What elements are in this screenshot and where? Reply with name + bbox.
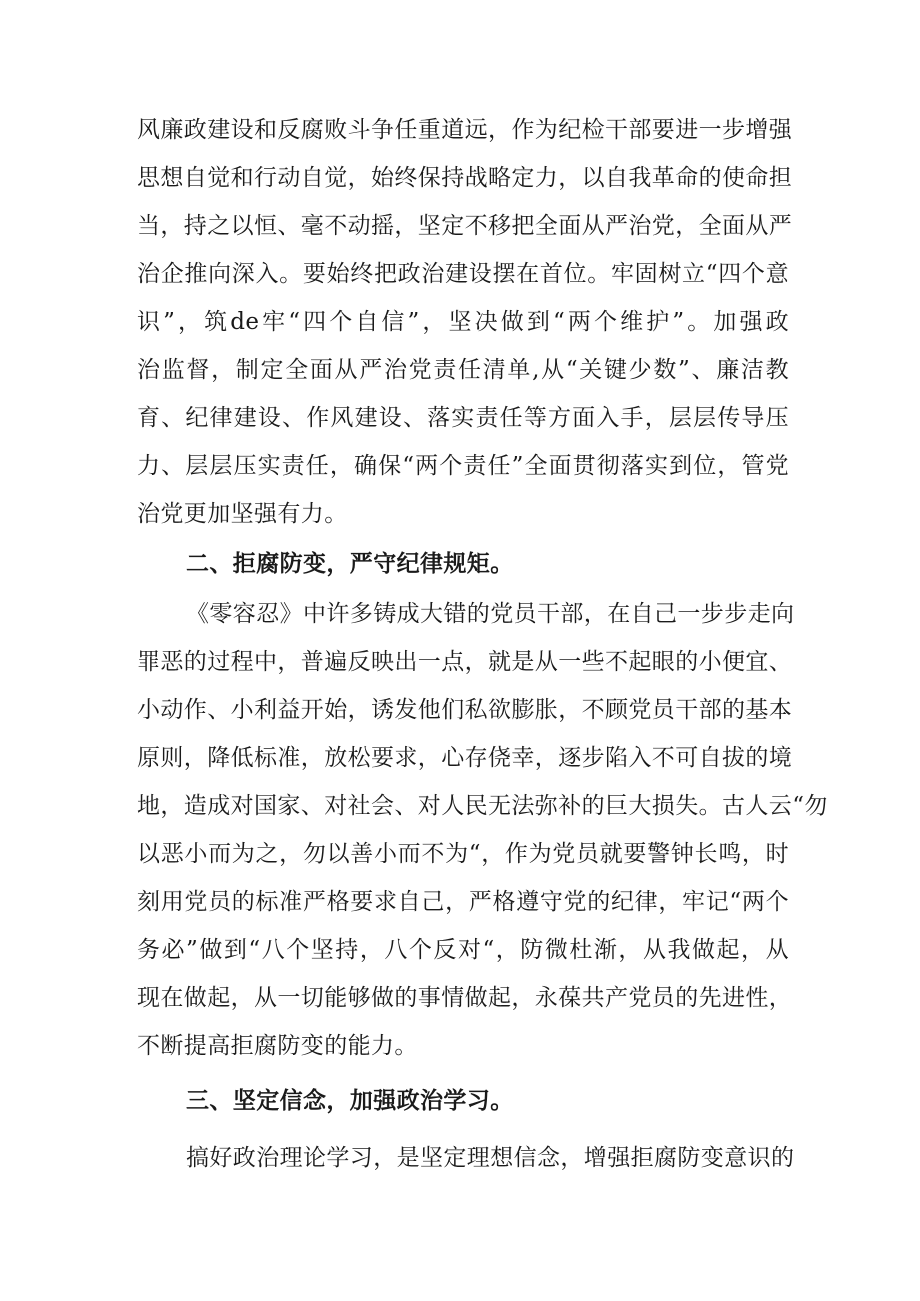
- body-text-line: 育、纪律建设、作风建设、落实责任等方面入手，层层传导压: [137, 405, 789, 431]
- section-heading-3: 三、坚定信念，加强政治学习。: [186, 1088, 514, 1114]
- paragraph-first-line: 搞好政治理论学习，是坚定理想信念，增强拒腐防变意识的: [186, 1145, 795, 1171]
- body-text-line: 识”，筑de牢“四个自信”，坚决做到“两个维护”。加强政: [137, 309, 789, 335]
- body-text-line: 现在做起，从一切能够做的事情做起，永葆共产党员的先进性，: [137, 985, 793, 1011]
- body-text-line: 当，持之以恒、毫不动摇，坚定不移把全面从严治党，全面从严: [137, 213, 793, 239]
- body-text-line: 以恶小而为之，勿以善小而不为“，作为党员就要警钟长鸣，时: [137, 841, 789, 867]
- body-text-line: 不断提高拒腐防变的能力。: [137, 1033, 418, 1059]
- body-text-line: 治监督，制定全面从严治党责任清单,从“关键少数”、廉洁教: [137, 357, 789, 383]
- body-text-line: 小动作、小利益开始，诱发他们私欲膨胀，不顾党员干部的基本: [137, 697, 793, 723]
- body-text-line: 刻用党员的标准严格要求自己，严格遵守党的纪律，牢记“两个: [137, 889, 789, 915]
- body-text-line: 力、层层压实责任，确保“两个责任”全面贯彻落实到位，管党: [137, 453, 789, 479]
- body-text-line: 风廉政建设和反腐败斗争任重道远，作为纪检干部要进一步增强: [137, 117, 793, 143]
- body-text-line: 思想自觉和行动自觉，始终保持战略定力，以自我革命的使命担: [137, 165, 793, 191]
- body-text-line: 治党更加坚强有力。: [137, 501, 348, 527]
- paragraph-first-line: 《零容忍》中许多铸成大错的党员干部，在自己一步步走向: [186, 601, 795, 627]
- body-text-line: 地，造成对国家、对社会、对人民无法弥补的巨大损失。古人云“勿: [137, 793, 828, 819]
- body-text-line: 罪恶的过程中，普遍反映出一点，就是从一些不起眼的小便宜、: [137, 649, 793, 675]
- body-text-line: 务必”做到“八个坚持，八个反对“，防微杜渐，从我做起，从: [137, 937, 789, 963]
- section-heading-2: 二、拒腐防变，严守纪律规矩。: [186, 551, 514, 577]
- body-text-line: 治企推向深入。要始终把政治建设摆在首位。牢固树立“四个意: [137, 261, 789, 287]
- body-text-line: 原则，降低标准，放松要求，心存侥幸，逐步陷入不可自拔的境: [137, 745, 793, 771]
